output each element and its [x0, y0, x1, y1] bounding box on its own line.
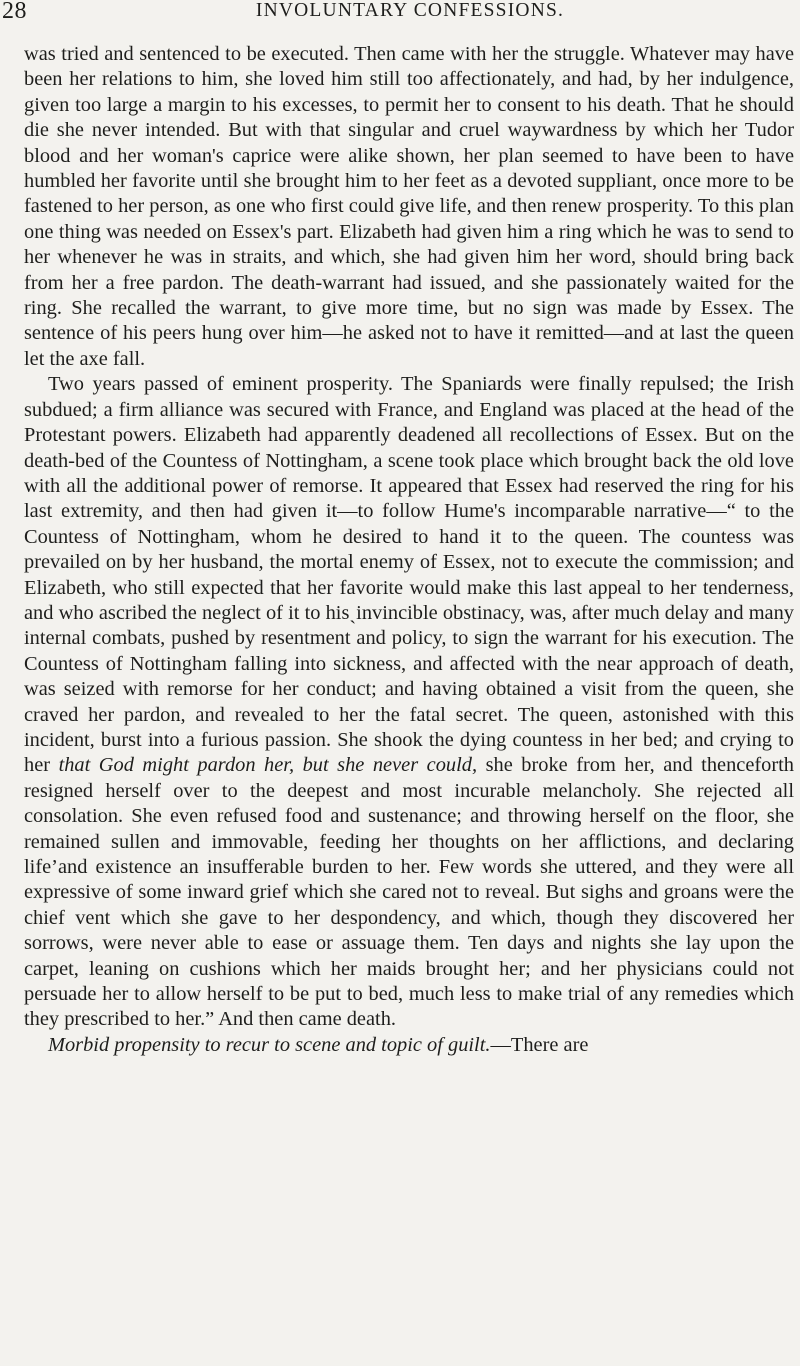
paragraph-2	[24, 372, 794, 1033]
running-head: INVOLUNTARY CONFESSIONS.	[255, 0, 565, 21]
paragraph-1: was tried and sentenced to be executed. Then came with her the struggle. Whatever may have been her relations to him, she loved him still too affectionately, and had, by her indulgence, given too large a margin to his excesses, to permit her to consent to his death. That he should die she never intended. But with that singular and cruel waywardness by which her Tudor blood and her woman's caprice were alike shown, her plan seemed to have been to have humbled her favorite until she brought him to her feet as a devoted suppliant, once more to be fastened to her person, as one who first could give life, and then renew prosperity. To this plan one thing was needed on Essex's part. Elizabeth had given him a ring which he was to send to her whenever he was in straits, and which, she had given him her word, should bring back from her a free pardon. The death-warrant had issued, and she passionately waited for the ring. She recalled the warrant, to give more time, but no sign was made by Essex. The sentence of his peers hung over him—he asked not to have it remitted—and at last the queen let the axe fall.	[24, 43, 794, 370]
body-text	[24, 42, 794, 1058]
paragraph-3	[24, 1033, 794, 1058]
page-number: 28	[2, 0, 27, 24]
paragraph-2-end: she broke from her, and thenceforth resigned herself over to the deepest and most incurable melancholy. She rejected all consolation. She even refused food and sustenance; and throwing herself on the floor, she remained sullen and immovable, feeding her thoughts on her afflictions, and declaring life’and existence an insufferable burden to her. Few words she uttered, and they were all expressive of some inward grief which she cared not to reveal. But sighs and groans were the chief vent which she gave to her despondency, and which, though they discovered her sorrows, were never able to ease or assuage them. Ten days and nights she lay upon the carpet, leaning on cushions which her maids brought her; and her physicians could not persuade her to allow herself to be put to bed, much less to make trial of any remedies which they prescribed to her.” And then came death.	[24, 754, 794, 1031]
paragraph-2-main: Two years passed of eminent prosperity. The Spaniards were finally repulsed; the Irish subdued; a firm alliance was secured with France, and England was placed at the head of the Protestant powers. Elizabeth had apparently deadened all recollections of Essex. But on the death-bed of the Countess of Nottingham, a scene took place which brought back the old love with all the additional power of remorse. It appeared that Essex had reserved the ring for his last extremity, and then had given it—to follow Hume's incomparable narrative—“ to the Countess of Nottingham, whom he desired to hand it to the queen. The countess was prevailed on by her husband, the mortal enemy of Essex, not to execute the commission; and Elizabeth, who still expected that her favorite would make this last appeal to her tenderness, and who ascribed the neglect of it to hisˎinvincible obstinacy, was, after much delay and many internal combats, pushed by resentment and policy, to sign the warrant for his execution. The Countess of Nottingham falling into sickness, and affected with the near approach of death, was seized with remorse for her conduct; and having obtained a visit from the queen, she craved her pardon, and revealed to her the fatal secret. The queen, astonished with this incident, burst into a furious passion. She shook the dying countess in her bed; and crying to her	[24, 373, 794, 777]
side-heading: Morbid propensity to recur to scene and topic of guilt.	[48, 1033, 491, 1056]
paragraph-3-text: —There are	[490, 1033, 589, 1056]
paragraph-2-italic-quote: that God might pardon her, but she never could,	[58, 754, 478, 777]
